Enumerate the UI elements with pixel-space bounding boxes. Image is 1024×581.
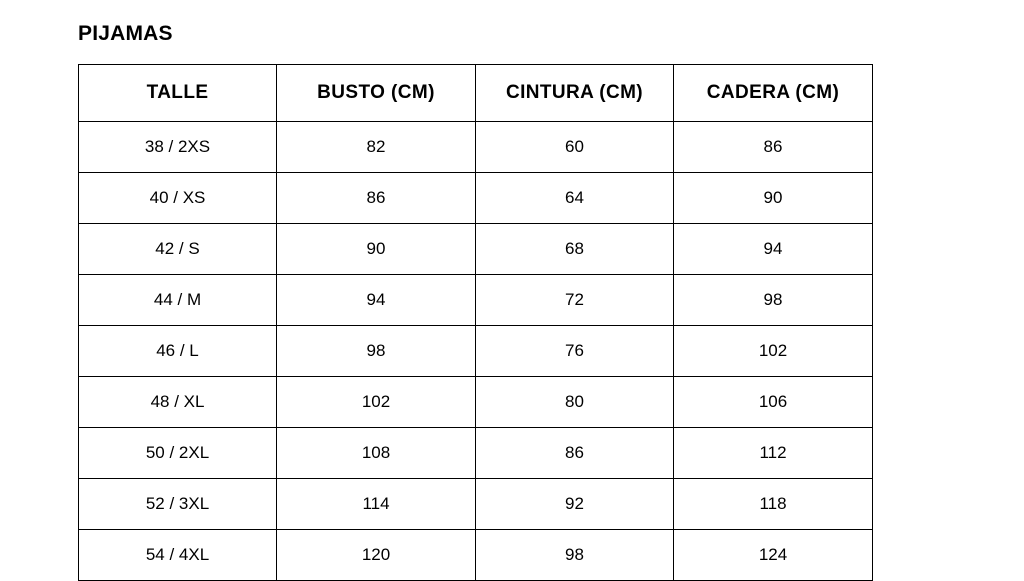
cell-cintura: 76: [476, 326, 674, 377]
cell-cadera: 106: [674, 377, 873, 428]
cell-busto: 120: [277, 530, 476, 581]
cell-talle: 38 / 2XS: [79, 122, 277, 173]
table-row: [79, 530, 873, 581]
cell-cadera: 98: [674, 275, 873, 326]
column-header-busto: BUSTO (CM): [277, 65, 476, 122]
cell-cadera: 124: [674, 530, 873, 581]
cell-busto: 114: [277, 479, 476, 530]
cell-talle: 50 / 2XL: [79, 428, 277, 479]
cell-busto: 98: [277, 326, 476, 377]
cell-cintura: 68: [476, 224, 674, 275]
column-header-talle: TALLE: [79, 65, 277, 122]
size-table-container: [78, 64, 872, 581]
cell-talle: 52 / 3XL: [79, 479, 277, 530]
cell-cintura: 80: [476, 377, 674, 428]
cell-cintura: 64: [476, 173, 674, 224]
cell-cintura: 98: [476, 530, 674, 581]
cell-cadera: 112: [674, 428, 873, 479]
cell-talle: 54 / 4XL: [79, 530, 277, 581]
cell-cintura: 60: [476, 122, 674, 173]
cell-cadera: 86: [674, 122, 873, 173]
column-header-cintura: CINTURA (CM): [476, 65, 674, 122]
cell-busto: 86: [277, 173, 476, 224]
cell-cadera: 90: [674, 173, 873, 224]
table-row: [79, 224, 873, 275]
cell-talle: 42 / S: [79, 224, 277, 275]
cell-cadera: 94: [674, 224, 873, 275]
cell-talle: 44 / M: [79, 275, 277, 326]
page-title: PIJAMAS: [78, 22, 173, 45]
cell-talle: 40 / XS: [79, 173, 277, 224]
cell-cadera: 118: [674, 479, 873, 530]
table-body: [79, 122, 873, 581]
cell-busto: 102: [277, 377, 476, 428]
table-row: [79, 173, 873, 224]
table-row: [79, 428, 873, 479]
cell-busto: 108: [277, 428, 476, 479]
cell-busto: 94: [277, 275, 476, 326]
table-row: [79, 479, 873, 530]
table-row: [79, 326, 873, 377]
table-row: [79, 275, 873, 326]
cell-busto: 90: [277, 224, 476, 275]
cell-busto: 82: [277, 122, 476, 173]
table-header-row: [79, 65, 873, 122]
cell-cintura: 72: [476, 275, 674, 326]
table-header: [79, 65, 873, 122]
table-row: [79, 377, 873, 428]
column-header-cadera: CADERA (CM): [674, 65, 873, 122]
cell-talle: 48 / XL: [79, 377, 277, 428]
cell-talle: 46 / L: [79, 326, 277, 377]
size-table: [78, 64, 873, 581]
cell-cintura: 92: [476, 479, 674, 530]
cell-cadera: 102: [674, 326, 873, 377]
cell-cintura: 86: [476, 428, 674, 479]
table-row: [79, 122, 873, 173]
